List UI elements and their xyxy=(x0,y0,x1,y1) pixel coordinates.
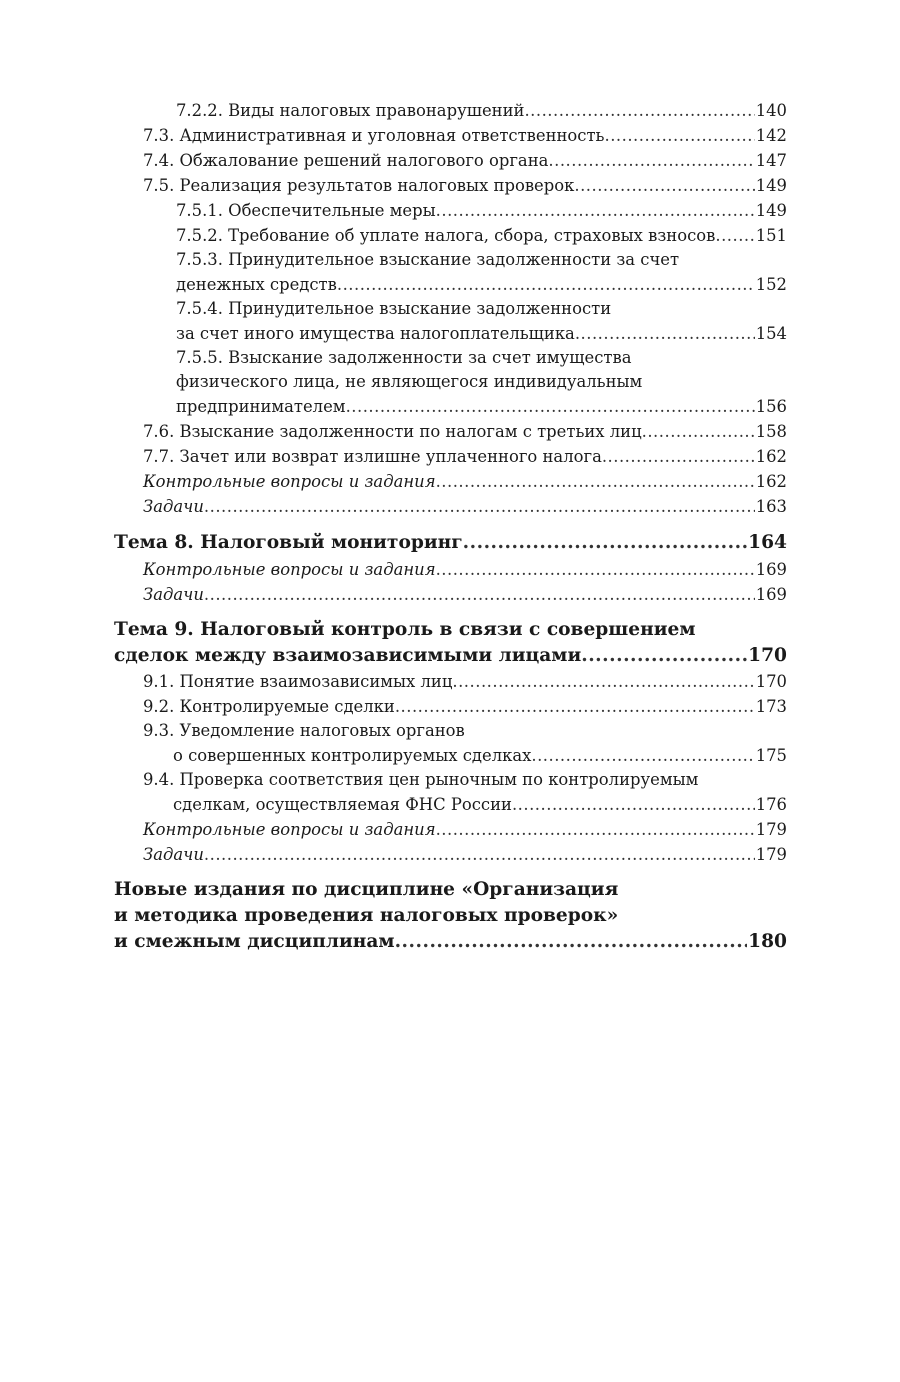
toc-page-number: 140 xyxy=(755,101,787,120)
dot-leader xyxy=(436,557,755,582)
toc-entry-7-5-2[interactable] xyxy=(176,223,787,248)
dot-leader xyxy=(642,419,755,444)
dot-leader xyxy=(574,173,754,198)
toc-topic-title-line: Тема 9. Налоговый контроль в связи с совершением xyxy=(114,619,696,640)
toc-entry-7-5-3[interactable] xyxy=(176,248,787,297)
dot-leader xyxy=(715,223,754,248)
toc-page-number: 147 xyxy=(755,151,787,170)
dot-leader xyxy=(346,394,755,419)
toc-entry-title-line: 9.3. Уведомление налоговых органов xyxy=(143,721,465,740)
dot-leader xyxy=(548,148,754,173)
toc-page-number: 169 xyxy=(755,560,787,579)
toc-entry-questions-8[interactable] xyxy=(143,557,787,582)
toc-entry-title: Задачи xyxy=(143,845,204,864)
toc-topic-title-line: и смежным дисциплинам xyxy=(114,931,395,952)
toc-page-number: 154 xyxy=(755,324,787,343)
dot-leader xyxy=(581,643,747,669)
dot-leader xyxy=(531,743,754,768)
toc-entry-title: 7.5.2. Требование об уплате налога, сбора, страховых взносов xyxy=(176,226,716,245)
toc-entry-title: 7.5.1. Обеспечительные меры xyxy=(176,201,436,220)
toc-page-number: 179 xyxy=(755,820,787,839)
toc-entry-title-line: 9.4. Проверка соответствия цен рыночным по контролируемым xyxy=(143,770,699,789)
toc-entry-7-5-5[interactable] xyxy=(176,346,787,419)
toc-entry-9-1[interactable] xyxy=(143,669,787,694)
toc-entry-title-line: сделкам, осуществляемая ФНС России xyxy=(173,795,512,814)
toc-page-number: 151 xyxy=(755,226,787,245)
toc-page-number: 175 xyxy=(755,746,787,765)
toc-page-number: 164 xyxy=(748,532,787,553)
toc-entry-7-6[interactable] xyxy=(143,419,787,444)
toc-entry-tasks-7[interactable] xyxy=(143,494,787,519)
toc-entry-title: Задачи xyxy=(143,497,204,516)
toc-entry-tasks-8[interactable] xyxy=(143,582,787,607)
toc-page-number: 176 xyxy=(755,795,787,814)
toc-entry-title-line: за счет иного имущества налогоплательщика xyxy=(176,324,575,343)
toc-page-number: 149 xyxy=(755,176,787,195)
toc-entry-title-line: о совершенных контролируемых сделках xyxy=(173,746,532,765)
toc-entry-title-line: денежных средств xyxy=(176,275,337,294)
toc-entry-tasks-9[interactable] xyxy=(143,842,787,867)
toc-entry-title: Контрольные вопросы и задания xyxy=(143,472,436,491)
toc-entry-title: 7.2.2. Виды налоговых правонарушений xyxy=(176,101,525,120)
toc-entry-title: Контрольные вопросы и задания xyxy=(143,820,436,839)
toc-topic-title: Тема 8. Налоговый мониторинг xyxy=(114,532,463,553)
dot-leader xyxy=(524,98,754,123)
dot-leader xyxy=(436,817,755,842)
toc-topic-9[interactable] xyxy=(114,617,787,669)
toc-entry-title: 7.7. Зачет или возврат излишне уплаченного налога xyxy=(143,447,602,466)
toc-page-number: 173 xyxy=(755,697,787,716)
toc-entry-title: 7.6. Взыскание задолженности по налогам с третьих лиц xyxy=(143,422,642,441)
toc-page-number: 152 xyxy=(755,275,787,294)
toc-new-editions[interactable] xyxy=(114,877,787,955)
toc-entry-title-line: физического лица, не являющегося индивидуальным xyxy=(176,372,643,391)
toc-entry-title: 7.4. Обжалование решений налогового органа xyxy=(143,151,549,170)
toc-page-number: 163 xyxy=(755,497,787,516)
toc-page-number: 169 xyxy=(755,585,787,604)
toc-entry-7-5-1[interactable] xyxy=(176,198,787,223)
toc-entry-title-line: 7.5.5. Взыскание задолженности за счет имущества xyxy=(176,348,632,367)
toc-entry-title: 7.3. Административная и уголовная ответственность xyxy=(143,126,605,145)
dot-leader xyxy=(512,792,755,817)
toc-page-number: 149 xyxy=(755,201,787,220)
dot-leader xyxy=(436,469,755,494)
table-of-contents xyxy=(114,98,787,955)
dot-leader xyxy=(204,842,755,867)
toc-topic-8[interactable] xyxy=(114,529,787,557)
toc-topic-title-line: Новые издания по дисциплине «Организация xyxy=(114,879,619,900)
dot-leader xyxy=(452,669,754,694)
toc-page-number: 179 xyxy=(755,845,787,864)
toc-entry-questions-9[interactable] xyxy=(143,817,787,842)
toc-page-number: 162 xyxy=(755,447,787,466)
toc-entry-questions-7[interactable] xyxy=(143,469,787,494)
toc-entry-title-line: предпринимателем xyxy=(176,397,346,416)
toc-page-number: 180 xyxy=(748,931,787,952)
toc-entry-title-line: 7.5.4. Принудительное взыскание задолженности xyxy=(176,299,612,318)
toc-entry-title: 9.1. Понятие взаимозависимых лиц xyxy=(143,672,453,691)
toc-entry-7-7[interactable] xyxy=(143,444,787,469)
toc-entry-title: Задачи xyxy=(143,585,204,604)
toc-entry-title-line: 7.5.3. Принудительное взыскание задолженности за счет xyxy=(176,250,680,269)
toc-entry-9-2[interactable] xyxy=(143,694,787,719)
dot-leader xyxy=(204,582,755,607)
toc-entry-7-2-2[interactable] xyxy=(176,98,787,123)
dot-leader xyxy=(395,694,755,719)
toc-page-number: 170 xyxy=(755,672,787,691)
toc-topic-title-line: сделок между взаимозависимыми лицами xyxy=(114,645,582,666)
toc-topic-title-line: и методика проведения налоговых проверок» xyxy=(114,905,619,926)
dot-leader xyxy=(436,198,755,223)
toc-page-number: 162 xyxy=(755,472,787,491)
toc-entry-7-3[interactable] xyxy=(143,123,787,148)
toc-entry-7-5-4[interactable] xyxy=(176,297,787,346)
toc-page-number: 142 xyxy=(755,126,787,145)
toc-entry-title: 7.5. Реализация результатов налоговых проверок xyxy=(143,176,575,195)
toc-page-number: 158 xyxy=(755,422,787,441)
dot-leader xyxy=(604,123,754,148)
toc-entry-7-5[interactable] xyxy=(143,173,787,198)
toc-entry-title: 9.2. Контролируемые сделки xyxy=(143,697,395,716)
dot-leader xyxy=(395,929,748,955)
toc-entry-title: Контрольные вопросы и задания xyxy=(143,560,436,579)
toc-entry-7-4[interactable] xyxy=(143,148,787,173)
dot-leader xyxy=(602,444,755,469)
toc-page-number: 156 xyxy=(755,397,787,416)
dot-leader xyxy=(204,494,755,519)
dot-leader xyxy=(337,272,755,297)
toc-page-number: 170 xyxy=(748,645,787,666)
dot-leader xyxy=(463,529,748,557)
toc-entry-9-3[interactable] xyxy=(143,719,787,768)
dot-leader xyxy=(575,321,755,346)
toc-entry-9-4[interactable] xyxy=(143,768,787,817)
